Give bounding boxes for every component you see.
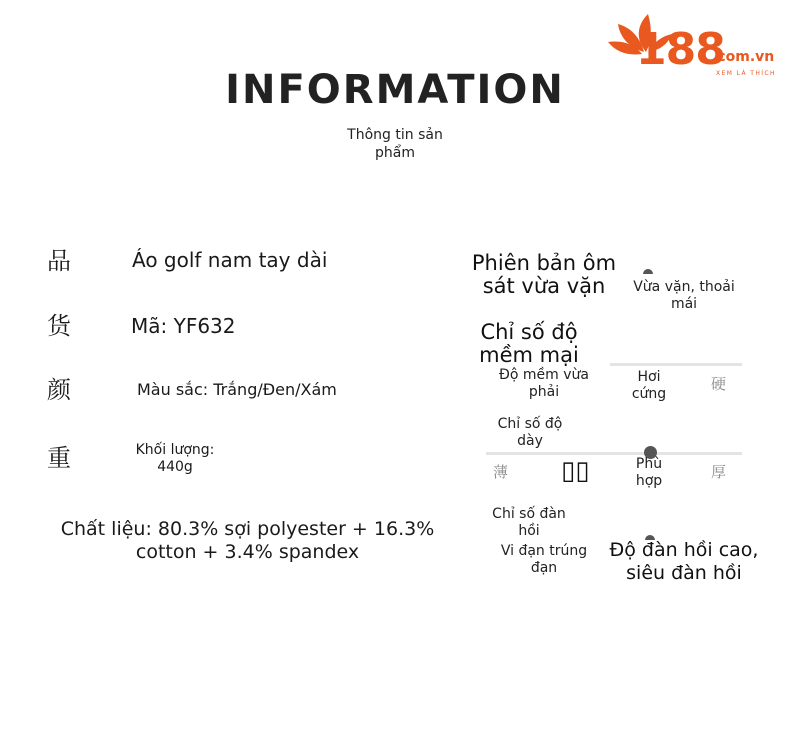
softness-slightly-hard: Hơi cứng — [631, 369, 667, 402]
page-title: INFORMATION — [225, 67, 565, 113]
elasticity-title: Chỉ số đàn hồi — [492, 506, 566, 539]
page-subtitle: Thông tin sản phẩm — [347, 127, 443, 161]
softness-hard-char: 硬 — [711, 375, 727, 393]
logo-tagline: XEM LÀ THÍCH — [716, 70, 776, 77]
softness-mid-label: Độ mềm vừa phải — [499, 367, 589, 400]
spec-value-product: Áo golf nam tay dài — [132, 248, 328, 272]
elasticity-low-label: Vi đạn trúng đạn — [500, 543, 588, 576]
thickness-placeholder-glyphs: ▯▯ — [561, 456, 590, 486]
logo-number: 188 — [636, 24, 725, 75]
spec-value-code: Mã: YF632 — [131, 314, 236, 338]
spec-label-code: 货 — [47, 312, 71, 340]
thickness-thin-char: 薄 — [493, 463, 509, 481]
softness-title: Chỉ số độ mềm mại — [479, 320, 579, 367]
fit-title: Phiên bản ôm sát vừa vặn — [471, 251, 617, 298]
material-text: Chất liệu: 80.3% sợi polyester + 16.3% cotton + 3.4% spandex — [60, 518, 435, 563]
thickness-thick-char: 厚 — [711, 463, 727, 481]
elasticity-value: Độ đàn hồi cao, siêu đàn hồi — [609, 539, 759, 584]
logo-domain: .com.vn — [712, 49, 775, 65]
spec-label-product: 品 — [47, 247, 71, 275]
spec-value-color: Màu sắc: Trắng/Đen/Xám — [137, 380, 337, 399]
thickness-title: Chỉ số độ dày — [497, 416, 563, 449]
thickness-track — [486, 452, 742, 455]
spec-label-weight: 重 — [47, 444, 71, 472]
fit-knob — [643, 269, 653, 274]
spec-label-color: 颜 — [47, 376, 71, 404]
fit-value: Vừa vặn, thoải mái — [633, 279, 735, 312]
softness-track — [610, 363, 742, 366]
thickness-value: Phù hợp — [635, 456, 663, 489]
spec-value-weight: Khối lượng: 440g — [135, 442, 215, 475]
